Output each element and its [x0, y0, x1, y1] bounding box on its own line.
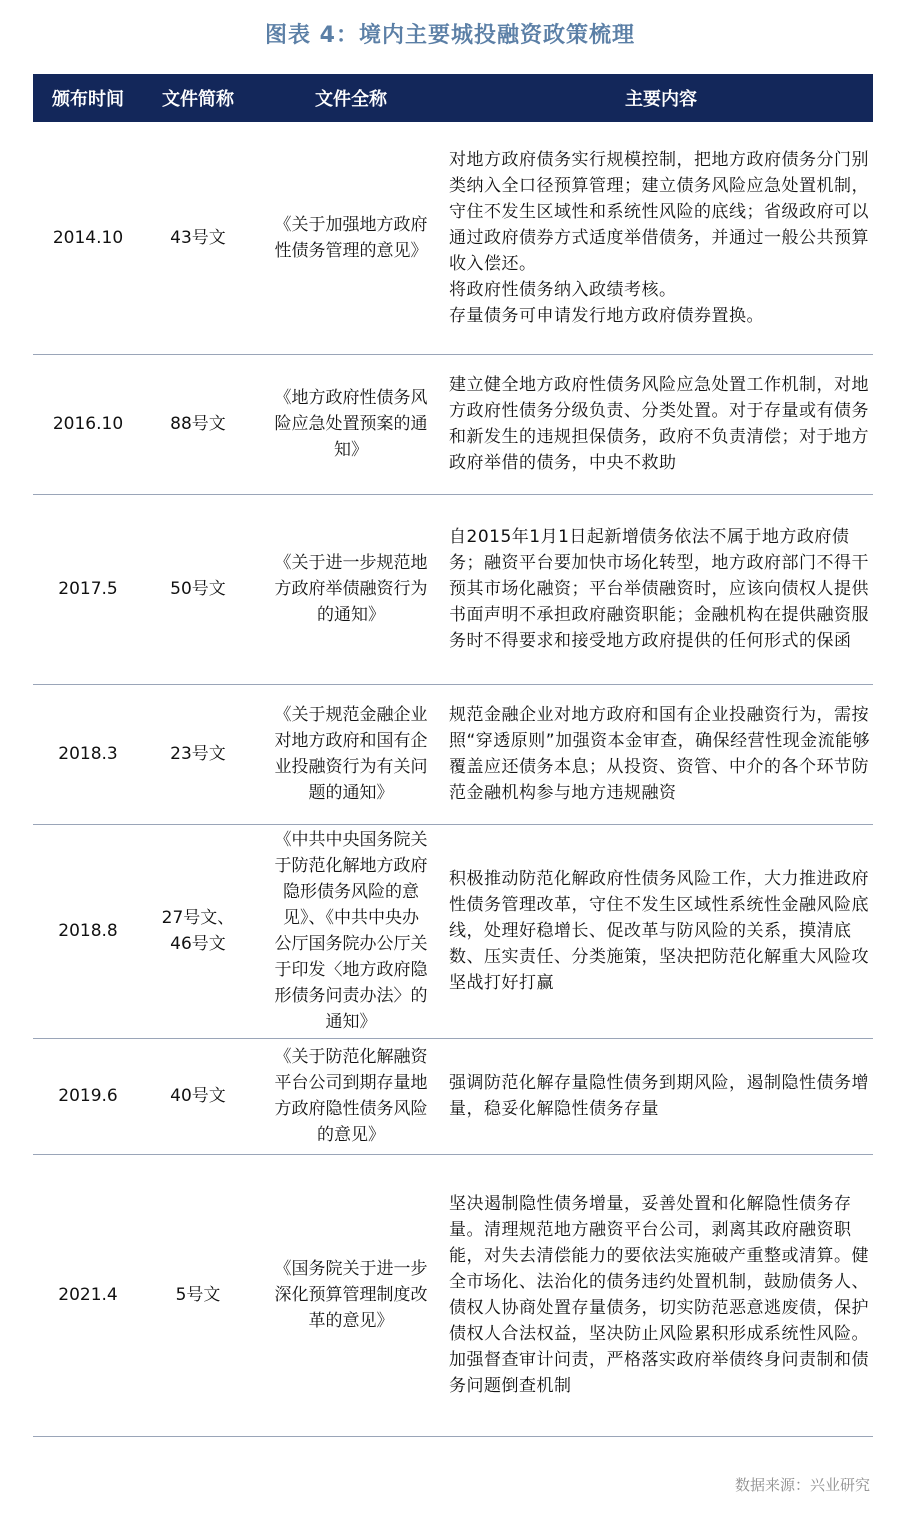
table-row [33, 122, 873, 354]
cell-full-name: 《关于防范化解融资 平台公司到期存量地 方政府隐性债务风险 的意见》 [253, 1038, 449, 1154]
table-row [33, 354, 873, 494]
figure-title: 图表 4：境内主要城投融资政策梳理 [265, 23, 635, 48]
cell-date: 2016.10 [33, 354, 143, 494]
header-full-name: 文件全称 [315, 89, 387, 110]
table-header-row [33, 74, 873, 122]
table-row [33, 824, 873, 1038]
cell-main-content: 对地方政府债务实行规模控制，把地方政府债务分门别类纳入全口径预算管理；建立债务风险应急处置机制，守住不发生区域性和系统性风险的底线；省级政府可以通过政府债券方式适度举借债务，并通过一般公共预算收入偿还。 将政府性债务纳入政绩考核。 存量债务可申请发行地方政府债券置换。 [449, 122, 873, 354]
cell-main-content: 强调防范化解存量隐性债务到期风险，遏制隐性债务增量，稳妥化解隐性债务存量 [449, 1038, 873, 1154]
cell-main-content: 坚决遏制隐性债务增量，妥善处置和化解隐性债务存量。清理规范地方融资平台公司，剥离其政府融资职能，对失去清偿能力的要依法实施破产重整或清算。健全市场化、法治化的债务违约处置机制，鼓励债务人、债权人协商处置存量债务，切实防范恶意逃废债，保护债权人合法权益，坚决防止风险累积形成系统性风险。加强督查审计问责，严格落实政府举债终身问责制和债务问题倒查机制 [449, 1154, 873, 1436]
header-short-name: 文件简称 [162, 89, 234, 110]
cell-date: 2021.4 [33, 1154, 143, 1436]
cell-main-content: 自2015年1月1日起新增债务依法不属于地方政府债务；融资平台要加快市场化转型，地方政府部门不得干预其市场化融资；平台举债融资时，应该向债权人提供书面声明不承担政府融资职能；金融机构在提供融资服务时不得要求和接受地方政府提供的任何形式的保函 [449, 494, 873, 684]
cell-short-name: 43号文 [143, 122, 253, 354]
cell-date: 2018.3 [33, 684, 143, 824]
table-row [33, 1154, 873, 1436]
cell-date: 2014.10 [33, 122, 143, 354]
cell-short-name: 23号文 [143, 684, 253, 824]
header-date: 颁布时间 [52, 89, 124, 110]
cell-short-name: 50号文 [143, 494, 253, 684]
data-source-note: 数据来源：兴业研究 [734, 1476, 870, 1494]
cell-full-name: 《国务院关于进一步 深化预算管理制度改 革的意见》 [253, 1154, 449, 1436]
cell-short-name: 40号文 [143, 1038, 253, 1154]
cell-short-name: 5号文 [143, 1154, 253, 1436]
header-main-content: 主要内容 [625, 89, 697, 110]
cell-full-name: 《关于规范金融企业 对地方政府和国有企 业投融资行为有关问 题的通知》 [253, 684, 449, 824]
cell-date: 2017.5 [33, 494, 143, 684]
table-row [33, 684, 873, 824]
cell-main-content: 建立健全地方政府性债务风险应急处置工作机制，对地方政府性债务分级负责、分类处置。对于存量或有债务和新发生的违规担保债务，政府不负责清偿；对于地方政府举借的债务，中央不救助 [449, 354, 873, 494]
cell-full-name: 《中共中央国务院关 于防范化解地方政府 隐形债务风险的意 见》、《中共中央办 公厅国务院办公厅关 于印发〈地方政府隐 形债务问责办法〉的 通知》 [253, 824, 449, 1038]
cell-date: 2019.6 [33, 1038, 143, 1154]
cell-full-name: 《地方政府性债务风 险应急处置预案的通 知》 [253, 354, 449, 494]
cell-full-name: 《关于进一步规范地 方政府举债融资行为 的通知》 [253, 494, 449, 684]
table-row [33, 494, 873, 684]
cell-main-content: 规范金融企业对地方政府和国有企业投融资行为，需按照“穿透原则”加强资本金审查，确保经营性现金流能够覆盖应还债务本息；从投资、资管、中介的各个环节防范金融机构参与地方违规融资 [449, 684, 873, 824]
cell-short-name: 88号文 [143, 354, 253, 494]
cell-short-name: 27号文、 46号文 [143, 824, 253, 1038]
policy-table [33, 74, 873, 1437]
cell-main-content: 积极推动防范化解政府性债务风险工作，大力推进政府性债务管理改革，守住不发生区域性系统性金融风险底线，处理好稳增长、促改革与防风险的关系，摸清底数、压实责任、分类施策，坚决把防范化解重大风险攻坚战打好打赢 [449, 824, 873, 1038]
table-row [33, 1038, 873, 1154]
cell-full-name: 《关于加强地方政府 性债务管理的意见》 [253, 122, 449, 354]
cell-date: 2018.8 [33, 824, 143, 1038]
